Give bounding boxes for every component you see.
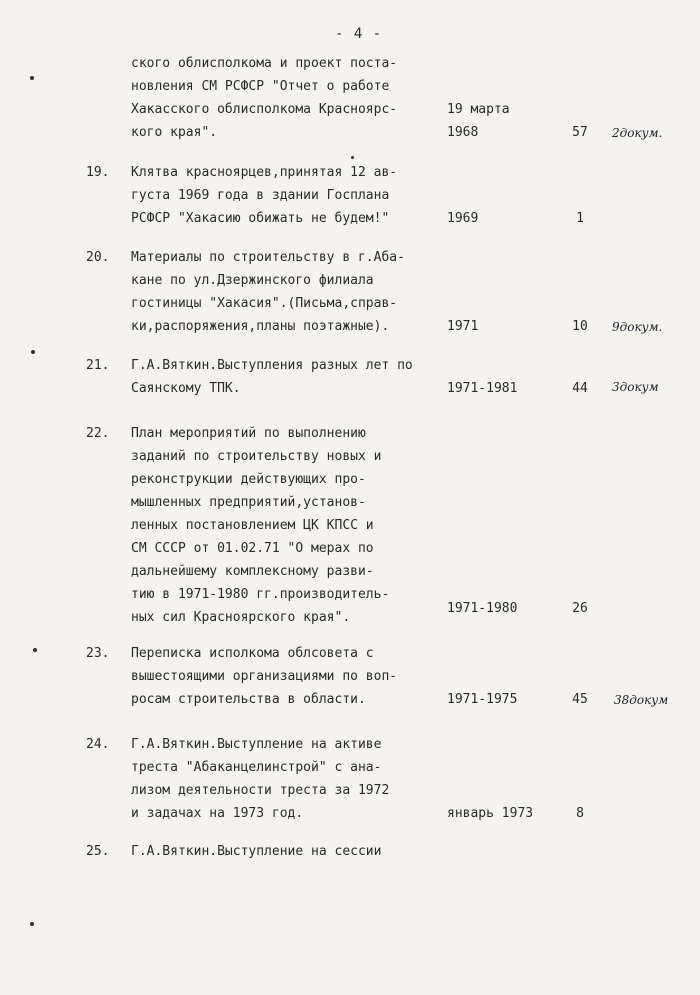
description-line: ленных постановлением ЦК КПСС и — [131, 518, 374, 533]
description-line: Хакасского облисполкома Краснояpс- — [131, 102, 398, 117]
description-line: РСФСР "Хакасию обижать не будем!" — [131, 211, 390, 226]
description-line: густа 1969 года в здании Госплана — [131, 188, 390, 203]
description-line: Г.А.Вяткин.Выступления разных лет по — [131, 358, 413, 373]
scan-speck — [351, 156, 354, 159]
entry-page-count: 57 — [572, 125, 588, 140]
description-line: Саянскому ТПК. — [131, 381, 241, 396]
description-line: Клятва красноярцев,принятая 12 ав- — [131, 165, 398, 180]
entry-description — [131, 840, 441, 863]
description-line: тию в 1971-1980 гг.производитель- — [131, 587, 390, 602]
handwritten-note: 38докум — [614, 693, 669, 707]
entry-description — [131, 642, 441, 711]
scan-speck — [31, 350, 35, 354]
entry-number: 24. — [86, 737, 110, 752]
description-line: СМ СССР от 01.02.71 "О мерах по — [131, 541, 374, 556]
entry-page-count: 10 — [572, 319, 588, 334]
entry-number: 19. — [86, 165, 110, 180]
entry-description — [131, 161, 441, 230]
description-line: росам строительства в области. — [131, 692, 366, 707]
description-line: новления СМ РСФСР "Отчет о работе — [131, 79, 390, 94]
entry-date: 1971-1975 — [447, 692, 518, 707]
entry-date: 1971 — [447, 319, 479, 334]
entry-date: 1971-1980 — [447, 601, 518, 616]
page-number: - 4 - — [335, 26, 383, 42]
description-line: реконструкции действующих про- — [131, 472, 366, 487]
entry-page-count: 1 — [576, 211, 584, 226]
description-line: Материалы по строительству в г.Аба- — [131, 250, 405, 265]
description-line: Переписка исполкома облсовета с — [131, 646, 374, 661]
entry-page-count: 26 — [572, 601, 588, 616]
entry-page-count: 45 — [572, 692, 588, 707]
entry-number: 20. — [86, 250, 110, 265]
scan-speck — [30, 922, 34, 926]
description-line: вышестоящими организациями по воп- — [131, 669, 398, 684]
entry-number: 22. — [86, 426, 110, 441]
entry-number: 21. — [86, 358, 110, 373]
description-line: и задачах на 1973 год. — [131, 806, 304, 821]
handwritten-note: 3докум — [612, 380, 659, 394]
description-line: ных сил Красноярского края". — [131, 610, 351, 625]
description-line: мышленных предприятий,установ- — [131, 495, 366, 510]
entry-number: 25. — [86, 844, 110, 859]
description-line: ки,распоряжения,планы поэтажные). — [131, 319, 390, 334]
description-line: гостиницы "Хакасия".(Письма,справ- — [131, 296, 398, 311]
description-line: треста "Абаканцелинстрой" с ана- — [131, 760, 382, 775]
entry-page-count: 44 — [572, 381, 588, 396]
scan-speck — [33, 648, 37, 652]
entry-description — [131, 733, 441, 825]
handwritten-note: 9докум. — [612, 320, 663, 334]
description-line: Г.А.Вяткин.Выступление на сессии — [131, 844, 382, 859]
entry-date: 1969 — [447, 211, 479, 226]
description-line: кане по ул.Дзержинского филиала — [131, 273, 374, 288]
entry-date: 1971-1981 — [447, 381, 518, 396]
entry-date: 19 марта 1968 — [447, 102, 510, 140]
entry-description — [131, 246, 441, 338]
description-line: заданий по строительству новых и — [131, 449, 382, 464]
entry-description — [131, 422, 441, 629]
description-line: лизом деятельности треста за 1972 — [131, 783, 390, 798]
entry-description — [131, 354, 441, 400]
description-line: Г.А.Вяткин.Выступление на активе — [131, 737, 382, 752]
entry-date: январь 1973 — [447, 806, 534, 821]
entry-description — [131, 52, 441, 144]
description-line: План мероприятий по выполнению — [131, 426, 366, 441]
entry-page-count: 8 — [576, 806, 584, 821]
description-line: дальнейшему комплексному разви- — [131, 564, 374, 579]
entry-number: 23. — [86, 646, 110, 661]
scan-speck — [30, 76, 34, 80]
description-line: кого края". — [131, 125, 218, 140]
description-line: ского облисполкома и проект поста- — [131, 56, 398, 71]
handwritten-note: 2докум. — [612, 126, 663, 140]
